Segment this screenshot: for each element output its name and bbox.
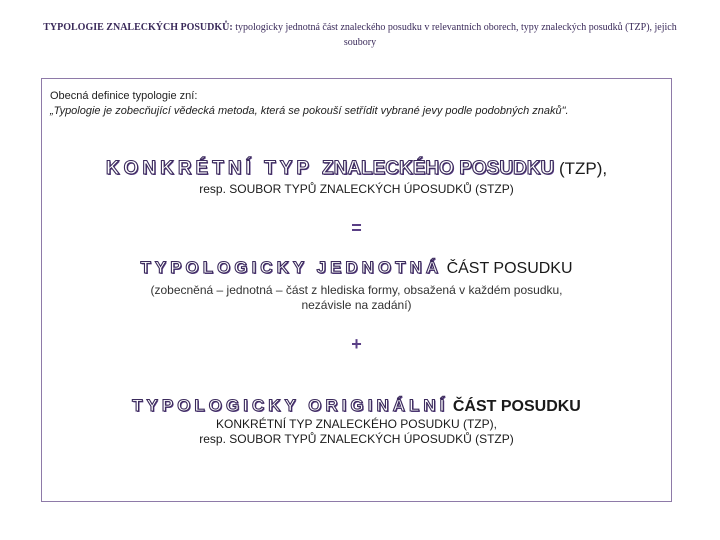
uniform-explanation-line-1: (zobecněná – jednotná – část z hlediska formy, obsažená v každém posudku, [150,283,563,297]
concrete-type-spaced: KONKRÉTNÍ TYP [105,158,322,179]
definition-block [50,89,569,119]
slide-header [30,20,690,50]
uniform-part-label: ČÁST POSUDKU [442,260,573,277]
concrete-type-suffix: (TZP), [554,159,608,178]
concrete-type-outlined: ZNALECKÉHO POSUDKU [321,158,555,179]
original-part-label: ČÁST POSUDKU [448,398,581,415]
original-part-spaced: TYPOLOGICKY ORIGINÁLNÍ [132,396,449,415]
concrete-type-heading [41,158,672,180]
uniform-part-heading [41,258,672,278]
original-explanation-line-1: KONKRÉTNÍ TYP ZNALECKÉHO POSUDKU (TZP), [216,417,497,431]
uniform-part-spaced: TYPOLOGICKY JEDNOTNÁ [140,258,443,277]
definition-intro: Obecná definice typologie zní: [50,90,198,102]
header-bold-title: TYPOLOGIE ZNALECKÝCH POSUDKŮ: [43,22,233,33]
uniform-part-explanation [41,283,672,313]
set-of-types-line: resp. SOUBOR TYPŮ ZNALECKÝCH ÚPOSUDKŮ (STZP) [199,182,514,196]
equals-sign: = [351,218,362,238]
uniform-explanation-line-2: nezávisle na zadání) [301,298,412,312]
plus-sign: + [351,334,362,354]
definition-quote: „Typologie je zobecňující vědecká metoda, která se pokouší setřídit vybrané jevy podle podobných znaků". [50,105,569,117]
original-part-heading [41,396,672,416]
original-part-explanation [41,417,672,447]
original-explanation-line-2: resp. SOUBOR TYPŮ ZNALECKÝCH ÚPOSUDKŮ (STZP) [199,432,514,446]
header-subtitle: typologicky jednotná část znaleckého posudku v relevantních oborech, typy znaleckých posudků (TZP), jejich soubory [232,22,677,48]
